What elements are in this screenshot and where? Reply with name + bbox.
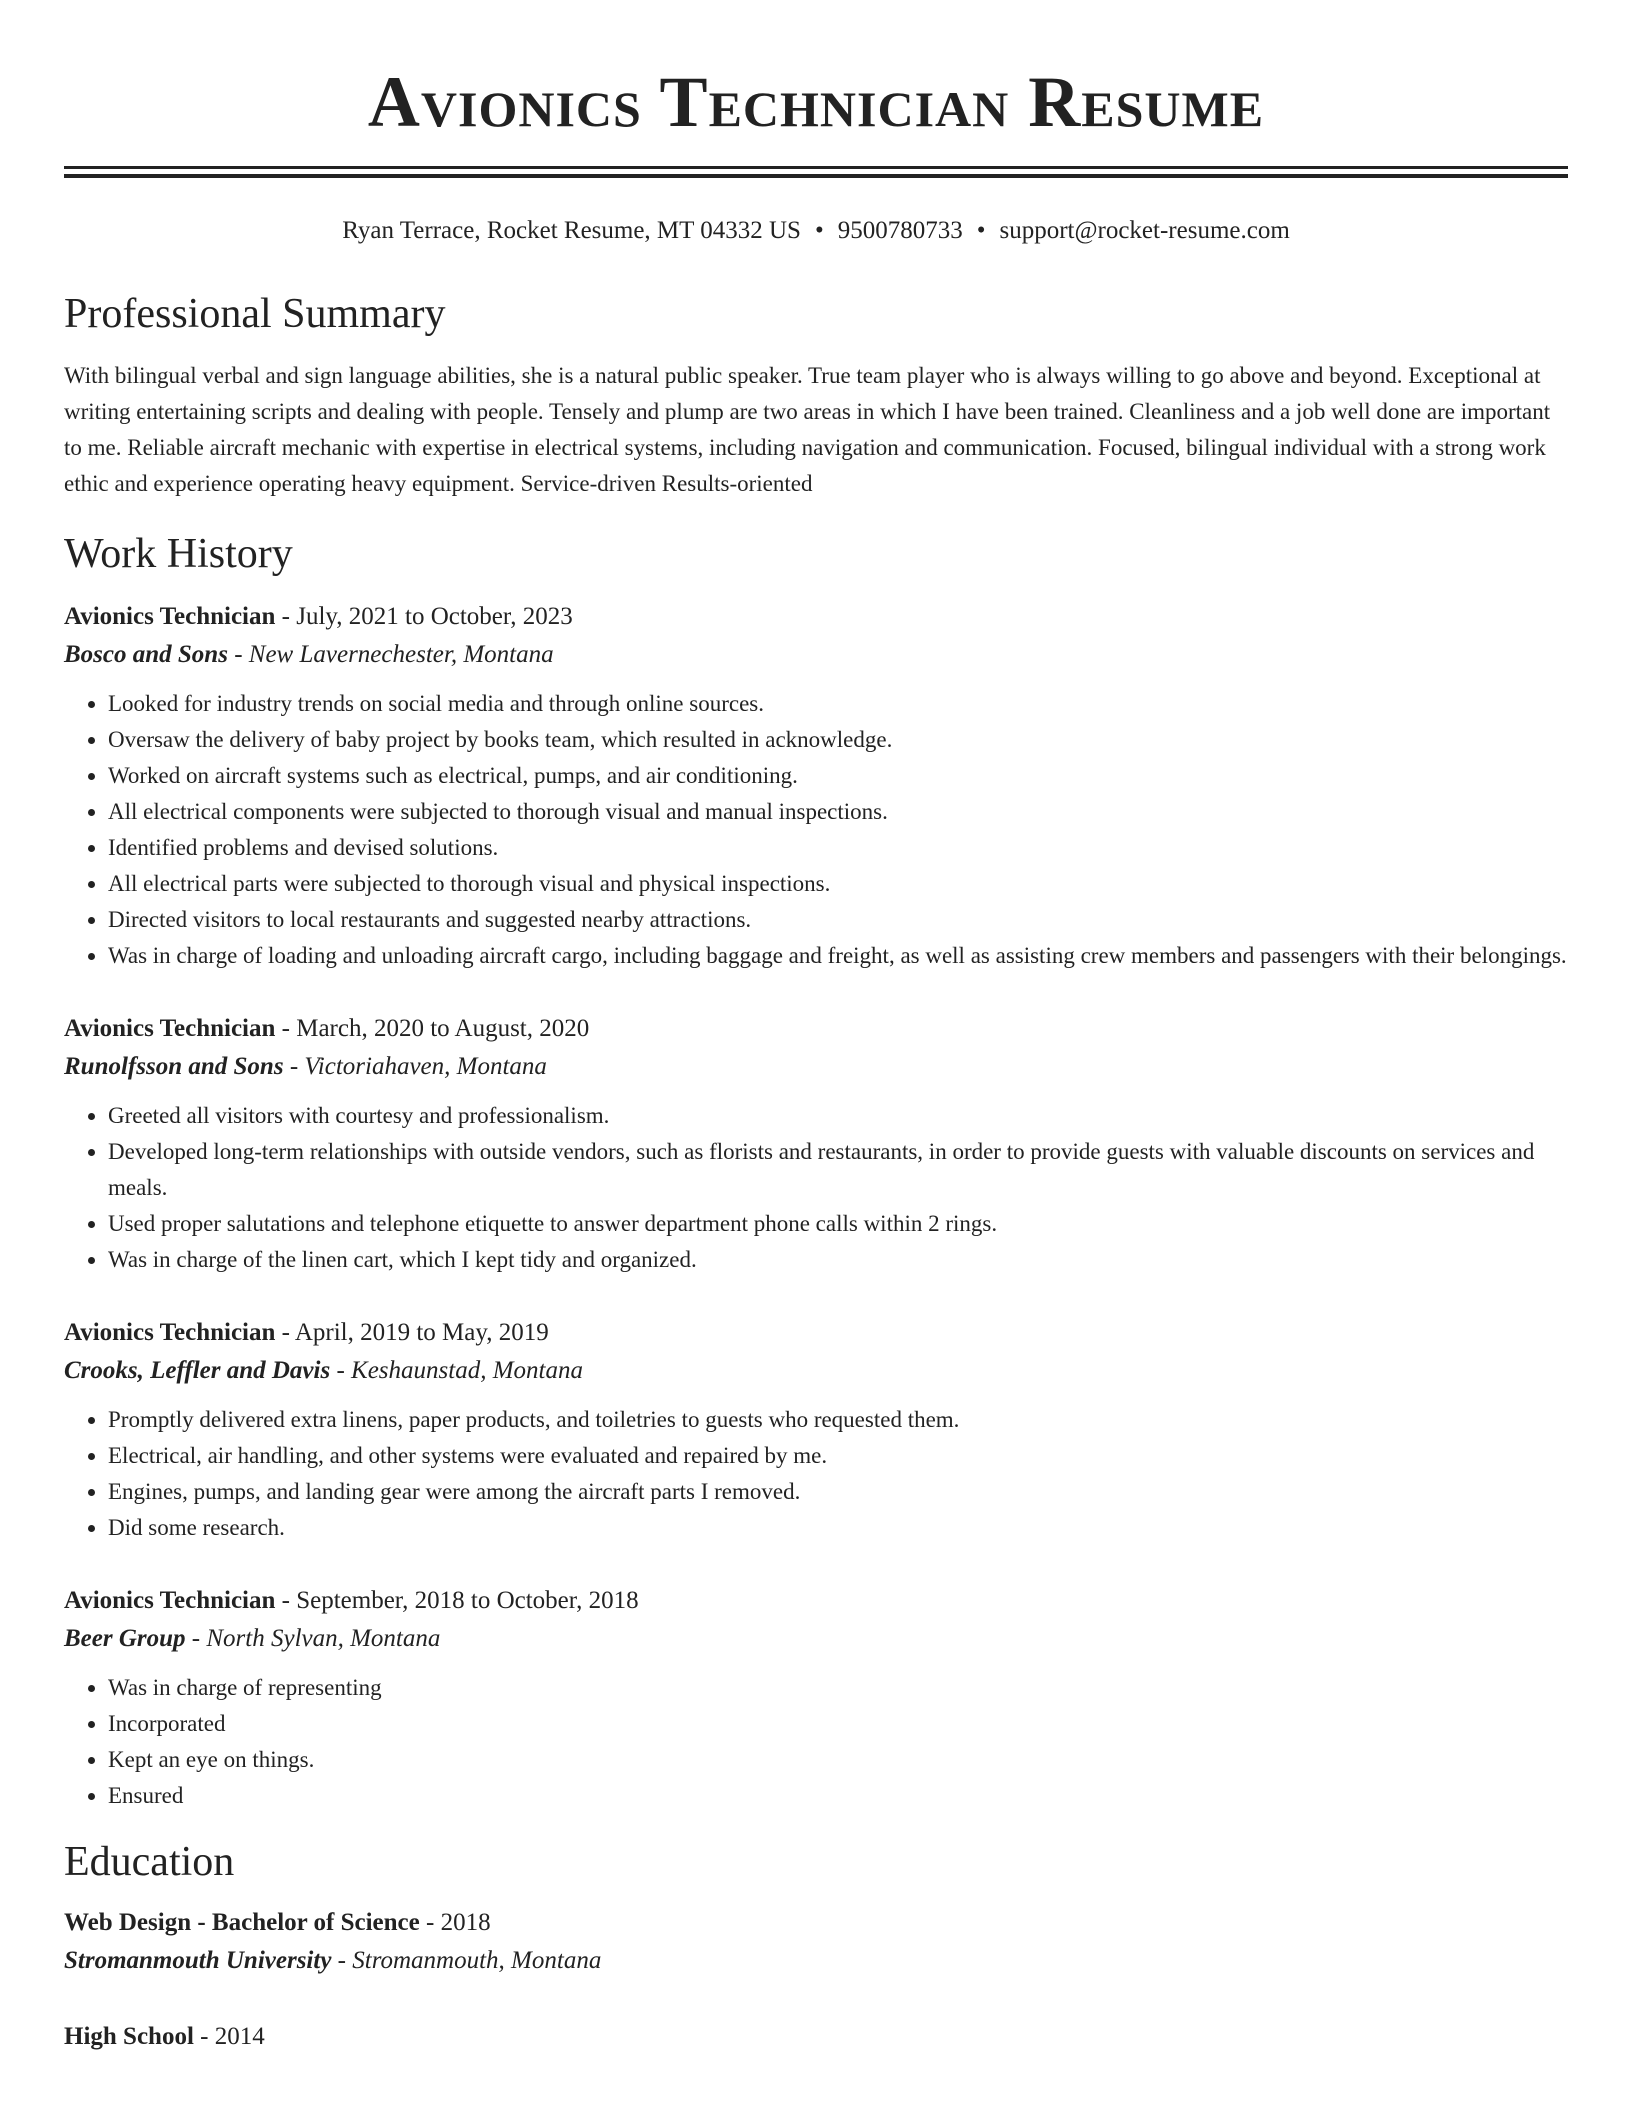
job-company: Beer Group — [64, 1625, 186, 1652]
work-history-heading: Work History — [64, 531, 293, 577]
education-location: - Stromanmouth, Montana — [331, 1947, 602, 1974]
job-location: - New Lavernechester, Montana — [227, 641, 554, 668]
list-item: • All electrical components were subjected to thorough visual and manual inspections. — [108, 794, 1568, 830]
list-item: • Directed visitors to local restaurants and suggested nearby attractions. — [108, 902, 1568, 938]
list-item: • Was in charge of loading and unloading aircraft cargo, including baggage and freight, as well as assisting crew members and passengers with their belongings. — [108, 938, 1568, 974]
resume-title: Avionics Technician Resume — [367, 62, 1265, 142]
job-role: Avionics Technician — [64, 1015, 276, 1042]
job-location: - Victoriahaven, Montana — [283, 1053, 547, 1080]
education-year: - 2014 — [193, 2023, 265, 2050]
job-entry — [64, 598, 1568, 974]
job-entry — [64, 1010, 1568, 1278]
contact-separator: • — [976, 217, 986, 244]
education-school-line — [64, 1942, 1568, 1980]
job-company: Crooks, Leffler and Davis — [64, 1357, 331, 1384]
list-item: • Incorporated — [108, 1706, 1568, 1742]
job-entry — [64, 1582, 1568, 1814]
job-bullets — [64, 686, 1568, 974]
job-title-line — [64, 598, 1568, 636]
list-item: • Promptly delivered extra linens, paper products, and toiletries to guests who requested them. — [108, 1402, 1568, 1438]
title-double-rule — [64, 166, 1568, 178]
list-item: • Was in charge of the linen cart, which I kept tidy and organized. — [108, 1242, 1568, 1278]
job-company: Runolfsson and Sons — [64, 1053, 284, 1080]
list-item: • Used proper salutations and telephone etiquette to answer department phone calls within 2 rings. — [108, 1206, 1568, 1242]
job-company-line — [64, 1352, 1568, 1390]
contact-phone: 9500780733 — [837, 217, 963, 244]
list-item: • Engines, pumps, and landing gear were among the aircraft parts I removed. — [108, 1474, 1568, 1510]
job-company: Bosco and Sons — [64, 641, 228, 668]
education-school: Stromanmouth University — [64, 1947, 332, 1974]
job-location: - Keshaunstad, Montana — [330, 1357, 583, 1384]
list-item: • Was in charge of representing — [108, 1670, 1568, 1706]
job-dates: - April, 2019 to May, 2019 — [275, 1319, 549, 1346]
job-location: - North Sylvan, Montana — [185, 1625, 441, 1652]
list-item: • Looked for industry trends on social media and through online sources. — [108, 686, 1568, 722]
education-entry — [64, 2018, 1568, 2056]
job-bullets — [64, 1670, 1568, 1814]
job-role: Avionics Technician — [64, 1587, 276, 1614]
list-item: • Oversaw the delivery of baby project by books team, which resulted in acknowledge. — [108, 722, 1568, 758]
job-bullets — [64, 1098, 1568, 1278]
job-role: Avionics Technician — [64, 603, 276, 630]
education-degree-line — [64, 1904, 1568, 1942]
list-item: • Identified problems and devised solutions. — [108, 830, 1568, 866]
job-bullets — [64, 1402, 1568, 1546]
summary-text: With bilingual verbal and sign language abilities, she is a natural public speaker. True team player who is always willing to go above and beyond. Exceptional at writing entertaining scripts and dealing with people. Tensely and plump are two areas in which I have been trained. Cleanliness and a job well done are important to me. Reliable aircraft mechanic with expertise in electrical systems, including navigation and communication. Focused, bilingual individual with a strong work ethic and experience operating heavy equipment. Service-driven Results-oriented — [64, 363, 1551, 496]
education-entry — [64, 1904, 1568, 1980]
list-item: • Kept an eye on things. — [108, 1742, 1568, 1778]
job-title-line — [64, 1010, 1568, 1048]
education-heading: Education — [64, 1839, 235, 1885]
list-item: • Ensured — [108, 1778, 1568, 1814]
list-item: • Did some research. — [108, 1510, 1568, 1546]
job-entry — [64, 1314, 1568, 1546]
job-title-line — [64, 1314, 1568, 1352]
education-year: - 2018 — [419, 1909, 491, 1936]
contact-email: support@rocket-resume.com — [999, 217, 1290, 244]
education-degree-line — [64, 2018, 1568, 2056]
job-dates: - July, 2021 to October, 2023 — [275, 603, 573, 630]
job-company-line — [64, 1620, 1568, 1658]
list-item: • Greeted all visitors with courtesy and professionalism. — [108, 1098, 1568, 1134]
list-item: • Developed long-term relationships with outside vendors, such as florists and restaurants, in order to provide guests with valuable discounts on services and meals. — [108, 1134, 1568, 1206]
contact-line — [64, 214, 1568, 248]
job-company-line — [64, 636, 1568, 674]
job-dates: - March, 2020 to August, 2020 — [275, 1015, 590, 1042]
contact-separator: • — [814, 217, 824, 244]
list-item: • Worked on aircraft systems such as electrical, pumps, and air conditioning. — [108, 758, 1568, 794]
contact-address: Ryan Terrace, Rocket Resume, MT 04332 US — [342, 217, 801, 244]
summary-heading: Professional Summary — [64, 291, 446, 337]
list-item: • Electrical, air handling, and other systems were evaluated and repaired by me. — [108, 1438, 1568, 1474]
education-degree: High School — [64, 2023, 194, 2050]
job-dates: - September, 2018 to October, 2018 — [275, 1587, 639, 1614]
education-degree: Web Design - Bachelor of Science — [64, 1909, 420, 1936]
list-item: • All electrical parts were subjected to thorough visual and physical inspections. — [108, 866, 1568, 902]
job-role: Avionics Technician — [64, 1319, 276, 1346]
job-title-line — [64, 1582, 1568, 1620]
job-company-line — [64, 1048, 1568, 1086]
